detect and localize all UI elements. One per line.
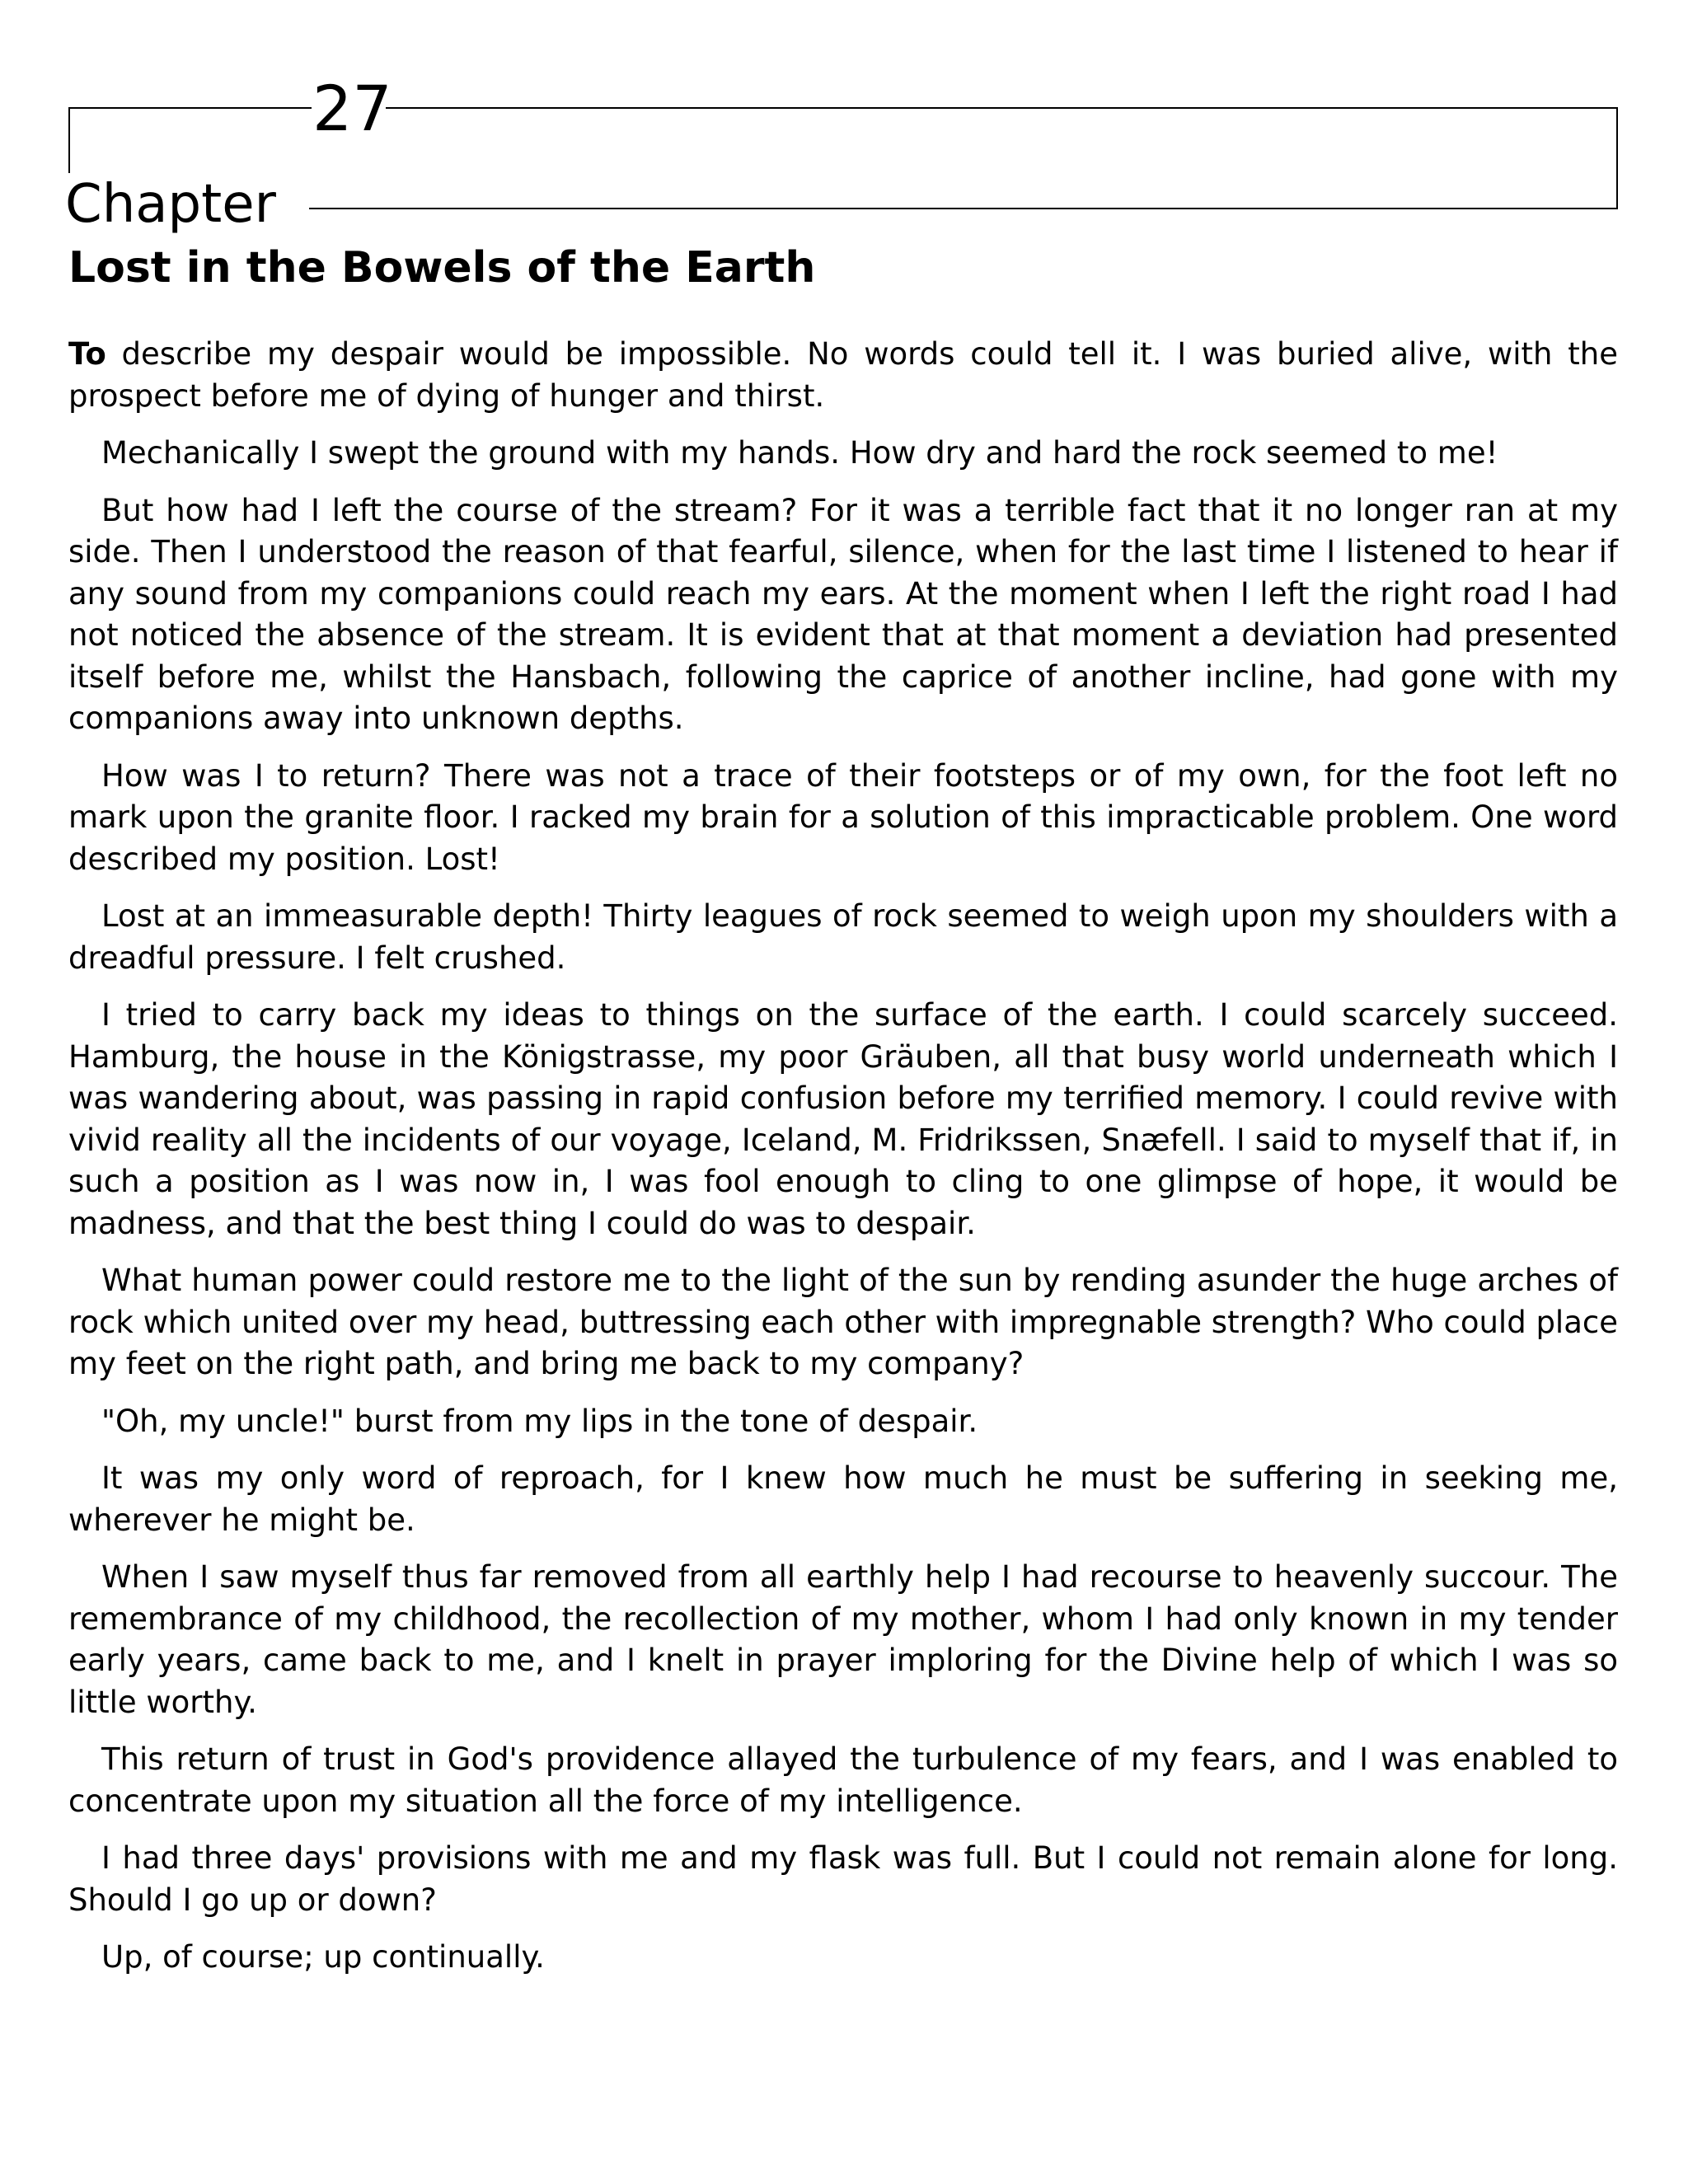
paragraph: It was my only word of reproach, for I knew how much he must be suffering in seeking me, wherever he might be. <box>68 1460 1618 1538</box>
paragraph: Up, of course; up continually. <box>101 1939 545 1975</box>
chapter-label: Chapter <box>65 174 276 235</box>
paragraph: "Oh, my uncle!" burst from my lips in the tone of despair. <box>101 1403 978 1439</box>
paragraph <box>68 334 1618 417</box>
paragraph: What human power could restore me to the light of the sun by rending asunder the huge arches of rock which united over my head, buttressing each other with impregnable strength? Who could place my feet on the right path, and bring me back to my company? <box>68 1263 1618 1381</box>
chapter-body <box>68 334 1618 1994</box>
chapter-number: 27 <box>312 72 392 145</box>
header-frame-line <box>1616 107 1618 209</box>
header-frame-line <box>309 208 1618 209</box>
paragraph: This return of trust in God's providence allayed the turbulence of my fears, and I was enabled to concentrate upon my situation all the force of my intelligence. <box>68 1741 1618 1819</box>
paragraph: When I saw myself thus far removed from all earthly help I had recourse to heavenly succour. The remembrance of my childhood, the recollection of my mother, whom I had only known in my tender early years, came back to me, and I knelt in prayer imploring for the Divine help of which I was so little worthy. <box>68 1559 1618 1720</box>
opening-word: To <box>68 336 106 372</box>
paragraph: Lost at an immeasurable depth! Thirty leagues of rock seemed to weigh upon my shoulders with a dreadful pressure. I felt crushed. <box>68 898 1618 976</box>
paragraph: But how had I left the course of the stream? For it was a terrible fact that it no longer ran at my side. Then I understood the reason of that fearful, silence, when for the last time I listened to hear if any sound from my companions could reach my ears. At the moment when I left the right road I had not noticed the absence of the stream. It is evident that at that moment a deviation had presented itself before me, whilst the Hansbach, following the caprice of another incline, had gone with my companions away into unknown depths. <box>68 492 1618 736</box>
paragraph: How was I to return? There was not a trace of their footsteps or of my own, for the foot left no mark upon the granite floor. I racked my brain for a solution of this impracticable problem. One word described my position. Lost! <box>68 757 1618 877</box>
paragraph: I had three days' provisions with me and my flask was full. But I could not remain alone for long. Should I go up or down? <box>68 1840 1618 1918</box>
chapter-header <box>65 72 1618 239</box>
header-frame-line <box>68 107 312 109</box>
paragraph-text: describe my despair would be impossible. No words could tell it. I was buried alive, with the prospect before me of dying of hunger and thirst. <box>68 336 1618 414</box>
paragraph: Mechanically I swept the ground with my hands. How dry and hard the rock seemed to me! <box>101 435 1498 471</box>
header-frame-line <box>386 107 1618 109</box>
header-frame-line <box>68 107 70 173</box>
chapter-title: Lost in the Bowels of the Earth <box>68 243 816 293</box>
paragraph: I tried to carry back my ideas to things on the surface of the earth. I could scarcely succeed. Hamburg, the house in the Königstrasse, my poor Gräuben, all that busy world underneath which I was wandering about, was passing in rapid confusion before my terrified memory. I could revive with vivid reality all the incidents of our voyage, Iceland, M. Fridrikssen, Snæfell. I said to myself that if, in such a position as I was now in, I was fool enough to cling to one glimpse of hope, it would be madness, and that the best thing I could do was to despair. <box>68 997 1618 1241</box>
